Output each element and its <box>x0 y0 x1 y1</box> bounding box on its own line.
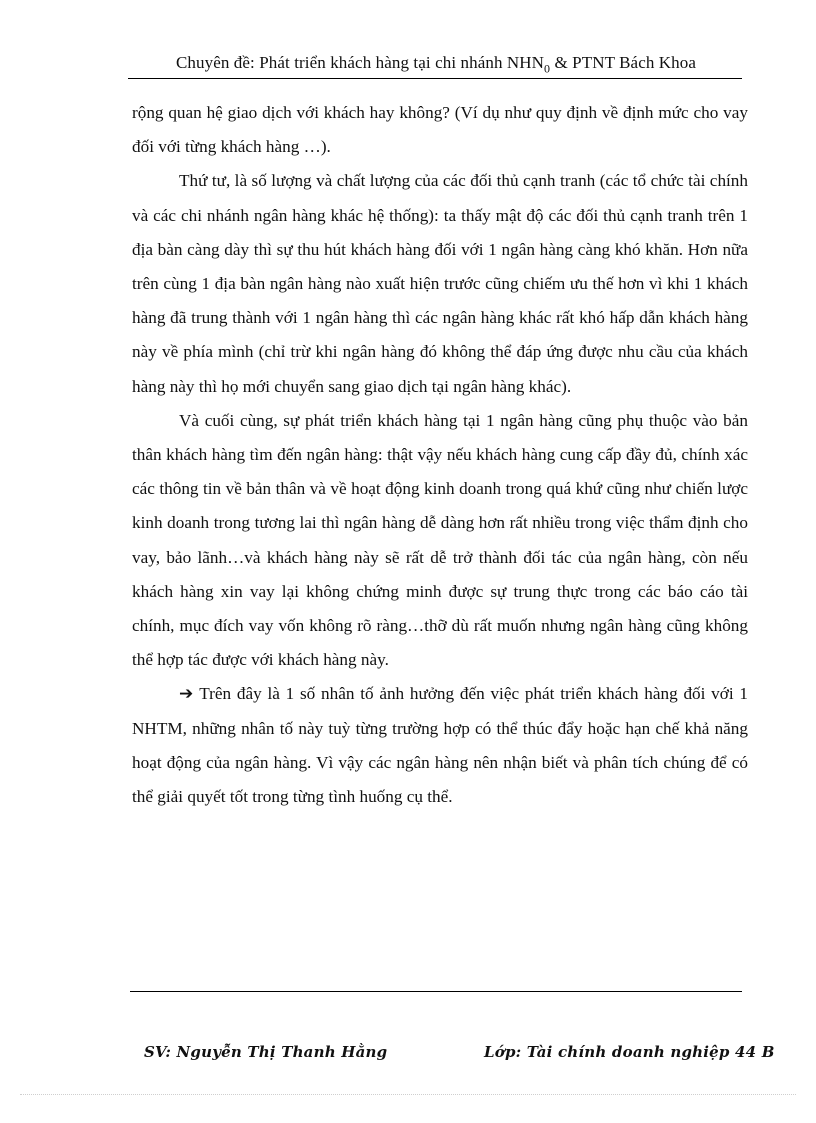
conclusion-text: Trên đây là 1 số nhân tố ảnh hưởng đến việc phát triển khách hàng đối với 1 NHTM, những nhân tố này tuỳ từng trường hợp có thể thúc đẩy hoặc hạn chế khả năng hoạt động của ngân hàng. Vì vậy các ngân hàng nên nhận biết và phân tích chúng để có thể giải quyết tốt trong từng tình huống cụ thể. <box>132 684 748 807</box>
arrow-right-icon: ➔ <box>179 684 194 705</box>
page-bottom-dotted-line <box>20 1094 796 1095</box>
header-title-subscript: 0 <box>544 61 551 76</box>
paragraph-competitors: Thứ tư, là số lượng và chất lượng của các đối thủ cạnh tranh (các tổ chức tài chính và các chi nhánh ngân hàng khác hệ thống): ta thấy mật độ các đối thủ cạnh tranh trên 1 địa bàn càng dày thì sự thu hút khách hàng đối với 1 ngân hàng càng khó khăn. Hơn nữa trên cùng 1 địa bàn ngân hàng nào xuất hiện trước cũng chiếm ưu thế hơn vì khi 1 khách hàng đã trung thành với 1 ngân hàng thì các ngân hàng khác rất khó hấp dẫn khách hàng này về phía mình (chỉ trừ khi ngân hàng đó không thể đáp ứng được nhu cầu của khách hàng này thì họ mới chuyển sang giao dịch tại ngân hàng khác). <box>132 171 748 396</box>
header-title: Chuyên đề: Phát triển khách hàng tại chi nhánh NHN <box>175 53 545 72</box>
header-title-tail: & PTNT Bách Khoa <box>550 53 697 72</box>
header-divider <box>128 78 742 79</box>
footer-class: Lớp: Tài chính doanh nghiệp 44 B <box>484 1043 775 1061</box>
paragraph-conclusion <box>132 677 748 814</box>
page-header <box>130 52 742 79</box>
paragraph-customers: Và cuối cùng, sự phát triển khách hàng tại 1 ngân hàng cũng phụ thuộc vào bản thân khách hàng tìm đến ngân hàng: thật vậy nếu khách hàng cung cấp đầy đủ, chính xác các thông tin về bản thân và về hoạt động kinh doanh trong quá khứ cũng như chiến lược kinh doanh trong tương lai thì ngân hàng dễ dàng hơn rất nhiều trong việc thẩm định cho vay, bảo lãnh…và khách hàng này sẽ rất dễ trở thành đối tác của ngân hàng, còn nếu khách hàng xin vay lại không chứng minh được sự trung thực trong các báo cáo tài chính, mục đích vay vốn không rõ ràng…thỡ dù rất muốn nhưng ngân hàng cũng không thể hợp tác được với khách hàng này. <box>132 410 748 670</box>
footer-divider <box>130 991 742 992</box>
document-body <box>132 96 748 814</box>
footer-student: SV: Nguyễn Thị Thanh Hằng <box>144 1043 388 1061</box>
paragraph-continuation: rộng quan hệ giao dịch với khách hay không? (Ví dụ như quy định về định mức cho vay đối với từng khách hàng …). <box>132 103 748 157</box>
